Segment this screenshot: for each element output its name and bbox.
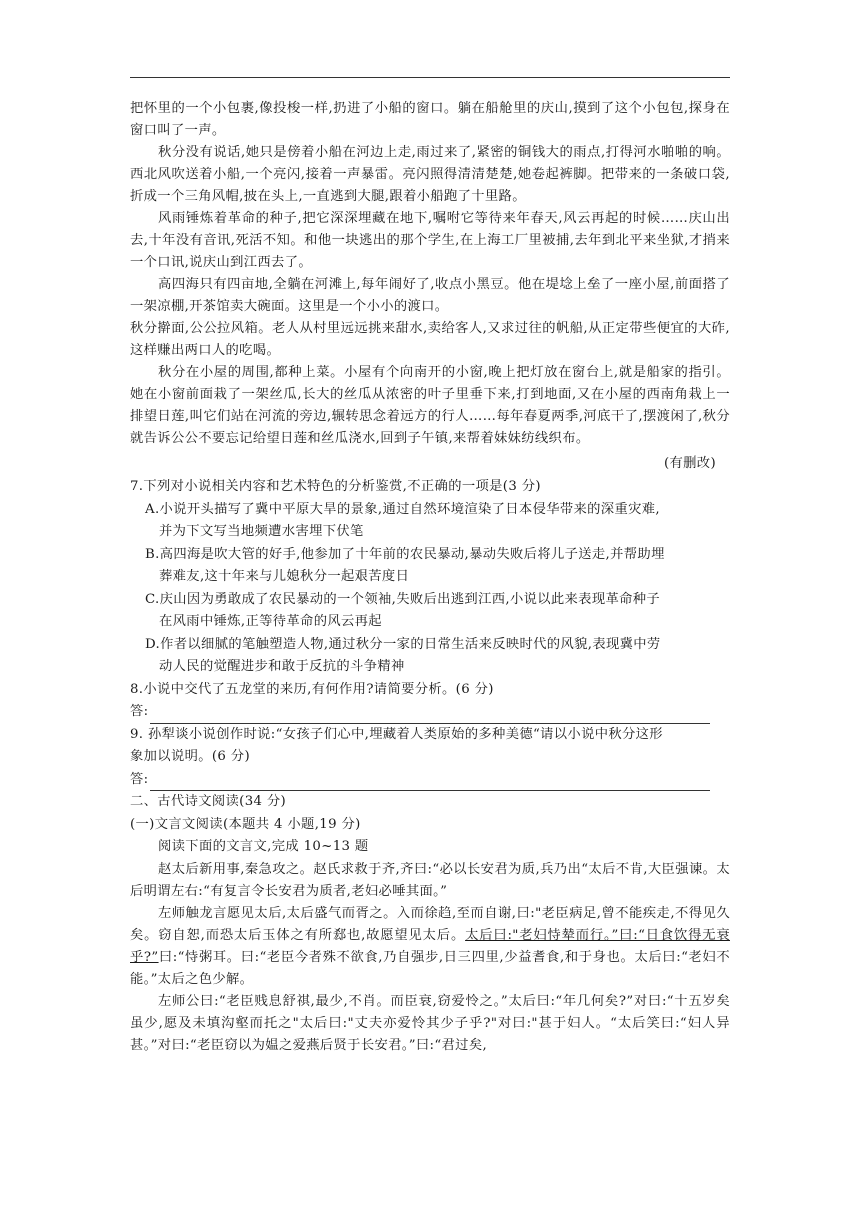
question-8: 8.小说中交代了五龙堂的来历,有何作用?请简要分析。(6 分)	[130, 681, 494, 697]
page-content	[130, 98, 730, 1057]
passage-paragraph-1: 把怀里的一个小包裹,像投梭一样,扔进了小船的窗口。躺在船舱里的庆山,摸到了这个小包包,探身在窗口叫了一声。	[130, 101, 730, 138]
questions-section	[130, 476, 730, 791]
passage-paragraph-3: 风雨锤炼着革命的种子,把它深深埋藏在地下,嘱咐它等待来年春天,风云再起的时候……庆山出去,十年没有音讯,死活不知。和他一块逃出的那个学生,在上海工厂里被捕,去年到北平来坐狱,才捎来一个口讯,说庆山到江西去了。	[130, 211, 730, 270]
edit-note: (有删改)	[663, 456, 716, 471]
question-7: 7.下列对小说相关内容和艺术特色的分析鉴赏,不正确的一项是(3 分)	[130, 479, 541, 494]
option-a-line-1: A.小说开头描写了冀中平原大旱的景象,通过自然环境渲染了日本侵华带来的深重灾难,	[145, 501, 660, 517]
option-b-line-1: B.高四海是吹大管的好手,他参加了十年前的农民暴动,暴动失败后将儿子送走,并帮助埋	[145, 546, 665, 562]
passage-paragraph-5: 秋分擀面,公公拉风箱。老人从村里远远挑来甜水,卖给客人,又求过往的帆船,从正定带些便宜的大砟,这样赚出两口人的吃喝。	[130, 321, 730, 358]
answer-8-line[interactable]	[150, 709, 710, 724]
option-a-line-2: 并为下文写当地频遭水害埋下伏笔	[159, 524, 364, 539]
answer-8-label: 答:	[130, 704, 149, 719]
question-7-option-a	[130, 499, 730, 544]
option-c-line-1: C.庆山因为勇敢成了农民暴动的一个领袖,失败后出逃到江西,小说以此来表现革命种子	[145, 591, 661, 607]
classical-paragraph-1: 赵太后新用事,秦急攻之。赵氏求救于齐,齐曰:“必以长安君为质,兵乃出“太后不肯,大臣强谏。太后明谓左右:“有复言令长安君为质者,老妇必唾其面。”	[130, 861, 730, 899]
section-2-subheading: (一)文言文阅读(本题共 4 小题,19 分)	[130, 816, 361, 832]
option-d-line-1: D.作者以细腻的笔触塑造人物,通过秋分一家的日常生活来反映时代的风貌,表现冀中劳	[145, 636, 661, 652]
passage-paragraph-6: 秋分在小屋的周围,都种上菜。小屋有个向南开的小窗,晚上把灯放在窗台上,就是船家的指引。她在小窗前面栽了一架丝瓜,长大的丝瓜从浓密的叶子里垂下来,打到地面,又在小屋的西南角栽上一排望日莲,叫它们站在河流的旁边,辗转思念着远方的行人……每年春夏两季,河底干了,摆渡闲了,秋分就告诉公公不要忘记给望日莲和丝瓜浇水,回到子午镇,来帮着妹妹纺线织布。	[130, 365, 730, 446]
question-7-option-c	[130, 589, 730, 634]
question-7-option-d	[130, 634, 730, 679]
option-c-line-2: 在风雨中锤炼,正等待革命的风云再起	[159, 614, 382, 629]
question-9-line-2: 象加以说明。(6 分)	[130, 749, 250, 764]
novel-passage	[130, 98, 730, 475]
answer-9-line[interactable]	[150, 776, 710, 791]
classical-p2-post: 曰:“恃粥耳。曰:“老臣今者殊不欲食,乃自强步,日三四里,少益耆食,和于身也。太后曰:“老妇不能。”太后之色少解。	[130, 949, 730, 987]
answer-8-row	[130, 701, 730, 724]
section-2-heading: 二、古代诗文阅读(34 分)	[130, 794, 287, 809]
option-b-line-2: 葬难友,这十年来与儿媳秋分一起艰苦度日	[159, 569, 410, 584]
answer-9-label: 答:	[130, 771, 149, 787]
answer-9-row	[130, 769, 730, 792]
option-d-line-2: 动人民的觉醒进步和敢于反抗的斗争精神	[159, 659, 405, 674]
classical-section	[130, 791, 730, 1057]
passage-paragraph-2: 秋分没有说话,她只是傍着小船在河边上走,雨过来了,紧密的铜钱大的雨点,打得河水啪啪的响。西北风吹送着小船,一个亮闪,接着一声暴雷。亮闪照得清清楚楚,她卷起裤脚。把带来的一条破口袋,折成一个三角风帽,披在头上,一直逃到大腿,跟着小船跑了十里路。	[130, 145, 730, 204]
passage-paragraph-4: 高四海只有四亩地,全躺在河滩上,每年闹好了,收点小黑豆。他在堤埝上垒了一座小屋,前面搭了一架凉棚,开茶馆卖大碗面。这里是一个小小的渡口。	[130, 277, 730, 314]
classical-paragraph-3: 左师公曰:“老臣贱息舒祺,最少,不肖。而臣衰,窃爱怜之。”太后曰:“年几何矣?”对曰:“十五岁矣 虽少,愿及未填沟壑而托之"太后曰:"丈夫亦爱怜其少子乎?"对曰:"甚于妇人。“太后笑曰:“妇人异甚。”对曰:“老臣窃以为媪之爱燕后贤于长安君。”曰:“君过矣,	[130, 993, 730, 1053]
classical-p2-pre: 左师触龙言愿见太后,太后盛气而胥之。入而徐趋,至而自谢,曰:"老臣病足,曾不能疾走,不得见久矣。窃自恕,而恐太后玉体之有所郄也,故愿望见太后。	[130, 905, 730, 943]
header-rule	[130, 77, 730, 78]
underlined-sentence: 太后曰:"老妇恃辇而行。”曰:“日食饮得无衰乎?”	[130, 927, 730, 965]
question-7-option-b	[130, 544, 730, 589]
question-9-line-1: 9. 孙犁谈小说创作时说:“女孩子们心中,埋藏着人类原始的多种美德“请以小说中秋分这形	[130, 726, 663, 742]
classical-paragraph-2	[130, 903, 730, 991]
section-2-instruction: 阅读下面的文言文,完成 10~13 题	[158, 839, 369, 854]
